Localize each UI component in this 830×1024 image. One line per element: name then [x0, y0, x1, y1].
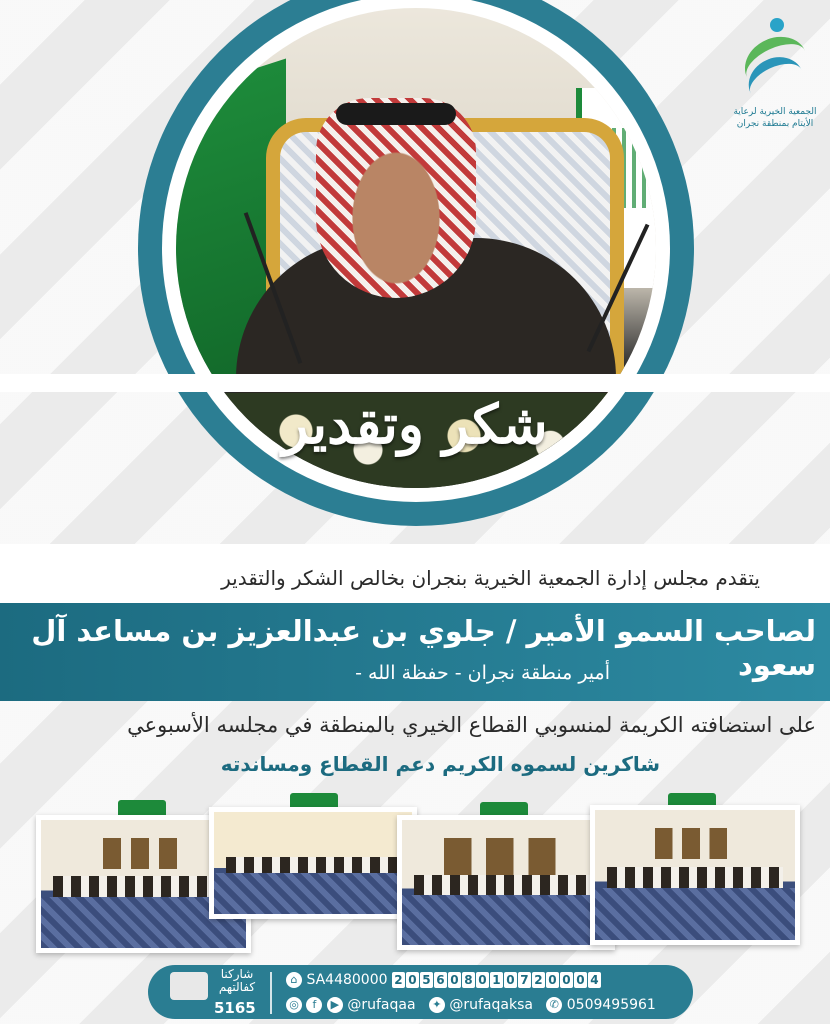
share-number[interactable]: 5165 [214, 999, 256, 1017]
iban-digit: 2 [392, 972, 405, 988]
contact-row [286, 997, 656, 1013]
facebook-icon[interactable]: f [306, 997, 322, 1013]
agal [336, 103, 456, 125]
event-photo-3 [397, 815, 615, 950]
phone-number[interactable]: 0509495961 [566, 997, 656, 1013]
honoree-name: لصاحب السمو الأمير / جلوي بن عبدالعزيز بن مساعد آل سعود [31, 614, 816, 682]
thanks-text: شاكرين لسموه الكريم دعم القطاع ومساندته [220, 752, 660, 776]
iban-row [286, 972, 601, 988]
event-photo-4 [590, 805, 800, 945]
iban-digit: 0 [574, 972, 587, 988]
logo-line-1: الجمعية الخيرية لرعاية [733, 107, 817, 117]
honoree-title: أمير منطقة نجران - حفظة الله - [355, 662, 610, 684]
iban-digit: 0 [546, 972, 559, 988]
iban-digit: 5 [420, 972, 433, 988]
portraits [655, 828, 735, 859]
iban-digit: 0 [560, 972, 573, 988]
iban-digit: 8 [462, 972, 475, 988]
event-photo-2 [209, 807, 417, 919]
iban-digit: 4 [588, 972, 601, 988]
iban-digit: 0 [476, 972, 489, 988]
twitter-icon[interactable]: ✦ [429, 997, 445, 1013]
hosting-text: على استضافته الكريمة لمنسوبي القطاع الخيري بالمنطقة في مجلسه الأسبوعي [127, 713, 816, 737]
phone-icon[interactable]: ✆ [546, 997, 562, 1013]
intro-text: يتقدم مجلس إدارة الجمعية الخيرية بنجران بخالص الشكر والتقدير [221, 566, 760, 590]
share-line-1: شاركنا [220, 967, 254, 981]
carpet [595, 888, 795, 940]
portraits [444, 838, 569, 881]
donation-box-icon [170, 972, 208, 1000]
logo-dot-icon [770, 18, 784, 32]
instagram-icon[interactable]: ◎ [286, 997, 302, 1013]
footer-divider [270, 972, 272, 1014]
headline-calligraphy: شكر وتقدير [282, 392, 548, 456]
iban-digit: 0 [448, 972, 461, 988]
organization-logo [730, 18, 820, 148]
share-label [212, 968, 262, 994]
carpet [214, 873, 412, 914]
twitter-handle[interactable]: @rufaqaksa [449, 997, 533, 1013]
portraits [103, 838, 185, 869]
iban-digit: 0 [504, 972, 517, 988]
iban-digit: 6 [434, 972, 447, 988]
iban-digit: 7 [518, 972, 531, 988]
carpet [402, 895, 610, 945]
youtube-icon[interactable]: ▶ [327, 997, 343, 1013]
share-line-2: كفالتهم [218, 980, 256, 994]
bank-icon: ⌂ [286, 972, 302, 988]
logo-text [730, 106, 820, 130]
iban-digit: 2 [532, 972, 545, 988]
horizontal-band [0, 374, 830, 392]
iban-digits[interactable] [392, 972, 601, 988]
iban-prefix[interactable]: SA4480000 [306, 972, 388, 988]
iban-digit: 0 [406, 972, 419, 988]
iban-digit: 1 [490, 972, 503, 988]
social-handle[interactable]: @rufaqaa [347, 997, 416, 1013]
figure-head [316, 98, 476, 298]
logo-line-2: الأيتام بمنطقة نجران [736, 119, 814, 129]
